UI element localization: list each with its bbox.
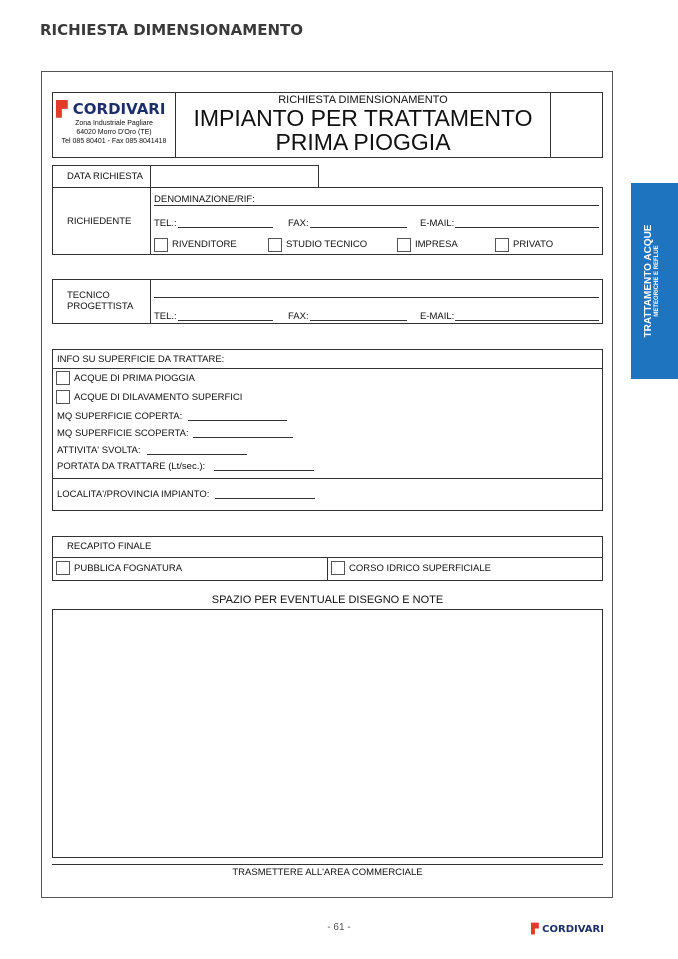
mq-scoperta-field[interactable] [193,437,293,438]
attivita-label: ATTIVITA' SVOLTA: [57,445,141,456]
trasmettere-label: TRASMETTERE ALL'AREA COMMERCIALE [232,867,423,878]
tecnico-section [52,279,603,324]
prima-pioggia-label: ACQUE DI PRIMA PIOGGIA [74,373,195,384]
impresa-checkbox[interactable] [397,238,411,252]
tel-label: TEL.: [154,218,177,229]
email-field[interactable] [455,227,599,228]
fax-field[interactable] [310,227,407,228]
tecnico-name-field[interactable] [154,297,599,298]
privato-label: PRIVATO [513,239,554,250]
studio-tecnico-label: STUDIO TECNICO [286,239,368,250]
form-subtitle: RICHIESTA DIMENSIONAMENTO [278,94,448,106]
richiedente-label: RICHIEDENTE [67,216,132,227]
side-tab-subtitle: METEORICHE E REFLUE [654,245,660,317]
fognatura-label: PUBBLICA FOGNATURA [74,563,183,574]
localita-field[interactable] [215,498,315,499]
tecnico-email-field[interactable] [455,320,599,321]
company-address2: 64020 Morro D'Oro (TE) [76,129,152,136]
portata-field[interactable] [214,470,314,471]
tecnico-email-label: E-MAIL: [420,311,455,322]
tecnico-tel-field[interactable] [178,320,273,321]
portata-label: PORTATA DA TRATTARE (Lt/sec.): [57,461,206,472]
mq-coperta-label: MQ SUPERFICIE COPERTA: [57,411,183,422]
footer-logo: ▛ CORDIVARI [531,924,604,935]
drawing-notes-area[interactable] [52,609,603,858]
side-tab [631,183,678,379]
progettista-label: PROGETTISTA [67,301,134,312]
denominazione-field[interactable] [154,205,599,206]
localita-label: LOCALITA'/PROVINCIA IMPIANTO: [57,489,210,500]
email-label: E-MAIL: [420,218,455,229]
page-number: - 61 - [327,922,351,933]
recapito-label: RECAPITO FINALE [67,541,152,552]
tecnico-fax-label: FAX: [288,311,309,322]
tecnico-label: TECNICO [67,290,110,301]
cordivari-logo: ▛ CORDIVARI [56,100,166,118]
rivenditore-label: RIVENDITORE [172,239,237,250]
corso-idrico-checkbox[interactable] [331,561,345,575]
mq-scoperta-label: MQ SUPERFICIE SCOPERTA: [57,428,189,439]
tecnico-tel-label: TEL.: [154,311,177,322]
fax-label: FAX: [288,218,309,229]
corso-idrico-label: CORSO IDRICO SUPERFICIALE [349,563,491,574]
fognatura-checkbox[interactable] [56,561,70,575]
mq-coperta-field[interactable] [188,420,287,421]
info-header: INFO SU SUPERFICIE DA TRATTARE: [57,354,225,365]
company-contacts: Tel 085 80401 - Fax 085 8041418 [61,138,167,145]
studio-tecnico-checkbox[interactable] [268,238,282,252]
form-title-line2: PRIMA PIOGGIA [275,129,451,155]
denominazione-label: DENOMINAZIONE/RIF: [154,194,255,205]
tecnico-fax-field[interactable] [310,320,407,321]
impresa-label: IMPRESA [415,239,458,250]
page-heading: RICHIESTA DIMENSIONAMENTO [40,21,303,39]
data-richiesta-label: DATA RICHIESTA [67,171,144,182]
dilavamento-checkbox[interactable] [56,390,70,404]
company-address1: Zona Industriale Pagliare [75,120,153,127]
prima-pioggia-checkbox[interactable] [56,371,70,385]
side-tab-title: TRATTAMENTO ACQUE [643,224,654,338]
tel-field[interactable] [178,227,273,228]
form-title-line1: IMPIANTO PER TRATTAMENTO [193,105,533,131]
rivenditore-checkbox[interactable] [154,238,168,252]
data-richiesta-field[interactable] [150,165,319,188]
spazio-title: SPAZIO PER EVENTUALE DISEGNO E NOTE [211,594,444,606]
dilavamento-label: ACQUE DI DILAVAMENTO SUPERFICI [74,392,243,403]
privato-checkbox[interactable] [495,238,509,252]
attivita-field[interactable] [147,454,247,455]
